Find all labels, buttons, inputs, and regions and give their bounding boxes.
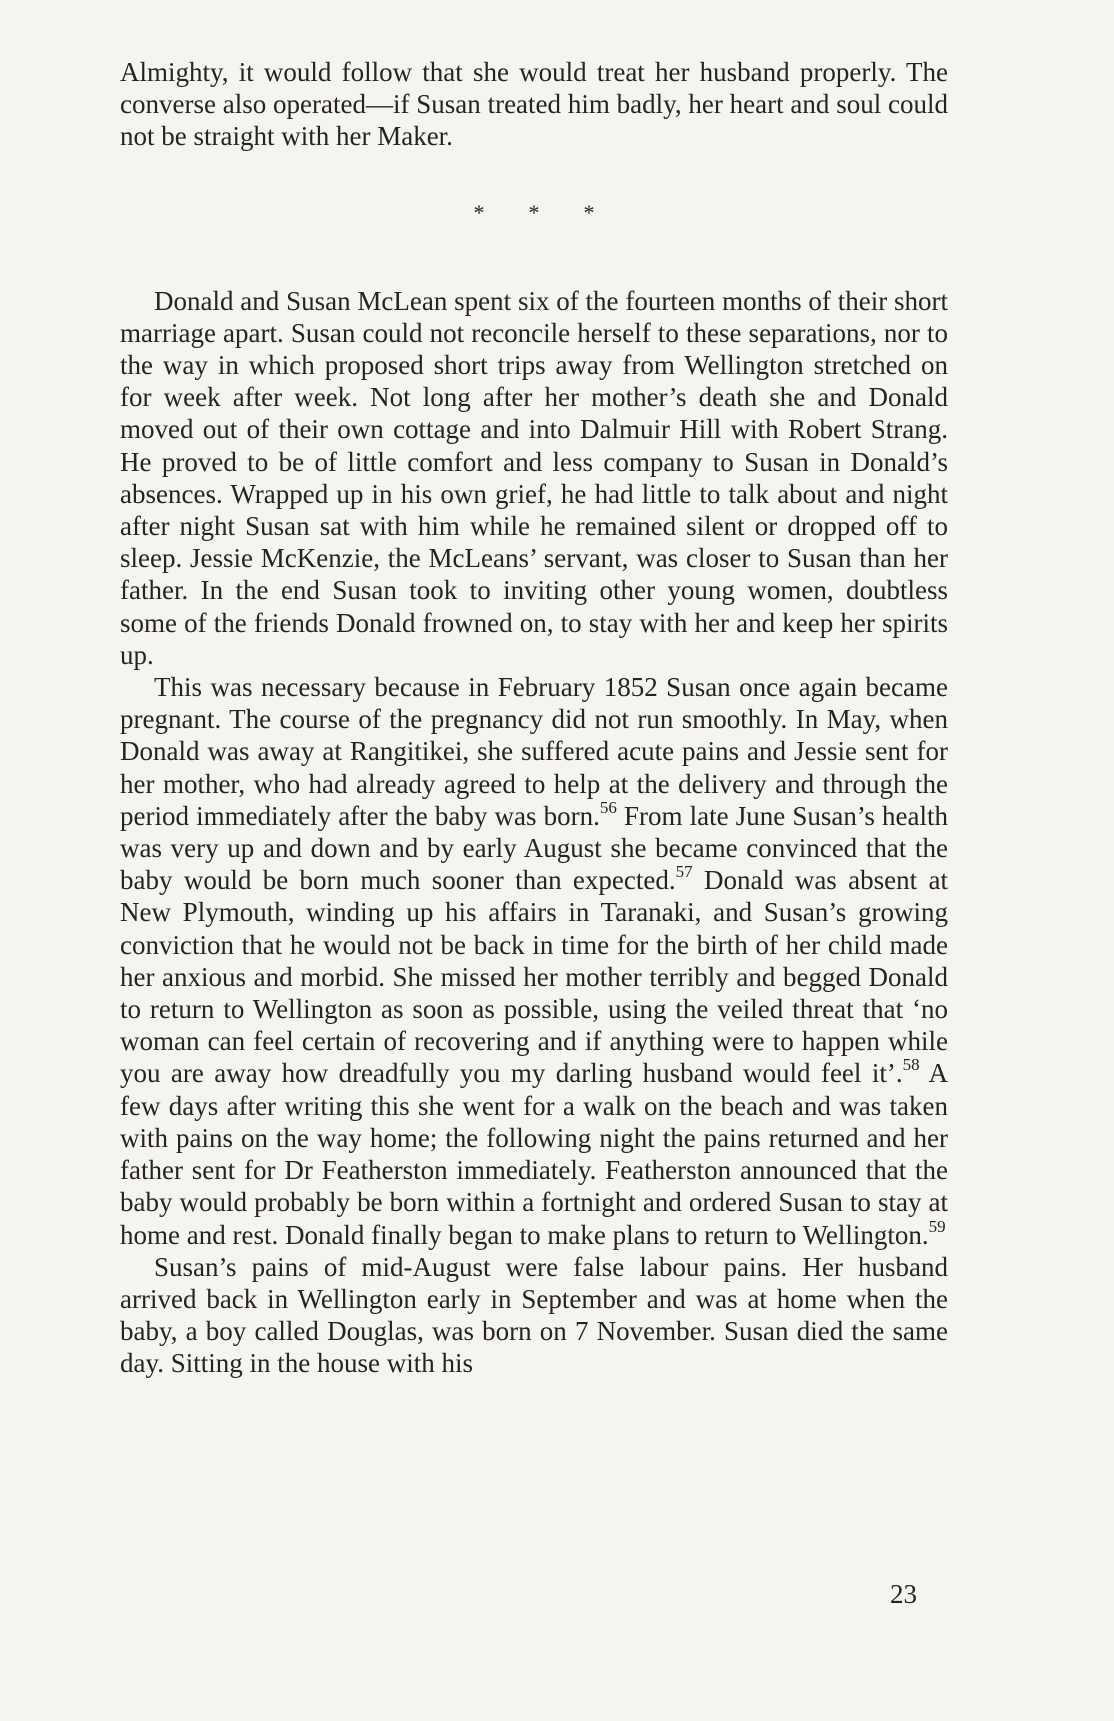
paragraph-4: [120, 1251, 948, 1380]
section-break: [120, 197, 948, 229]
text-run: Donald was absent at New Plymouth, winding up his affairs in Taranaki, and Susan’s growing conviction that he would not be back in time for the birth of her child made her anxious and morbid. She missed her mother terribly and begged Donald to return to Wellington as soon as possible, using the veiled threat that ‘no woman can feel certain of recovering and if anything were to happen while you are away how dreadfully you my darling husband would feel it’.: [120, 865, 948, 1089]
footnote-ref: 56: [599, 797, 617, 817]
paragraph-2: [120, 285, 948, 671]
footnote-ref: 59: [928, 1216, 946, 1236]
text-run: A few days after writing this she went for a walk on the beach and was taken with pains on the way home; the following night the pains returned and her father sent for Dr Featherston immediately. Featherston announced that the baby would probably be born within a fortnight and ordered Susan to stay at home and rest. Donald finally began to make plans to return to Wellington.: [120, 1058, 948, 1250]
section-break-star: *: [528, 199, 540, 225]
section-break-star: *: [583, 199, 595, 225]
text-run: Susan’s pains of mid-August were false labour pains. Her husband arrived back in Wellington early in September and was at home when the baby, a boy called Douglas, was born on 7 November. Susan died the same day. Sitting in the house with his: [120, 1251, 948, 1379]
section-break-star: *: [473, 199, 485, 225]
page-number: 23: [890, 1579, 917, 1609]
text-run: From late June Susan’s health was very up and down and by early August she became convinced that the baby would be born much sooner than expected.: [120, 800, 948, 896]
paragraph-3: [120, 671, 948, 1251]
text-run: This was necessary because in February 1852 Susan once again became pregnant. The course of the pregnancy did not run smoothly. In May, when Donald was away at Rangitikei, she suffered acute pains and Jessie sent for her mother, who had already agreed to help at the delivery and through the period immediately after the baby was born.: [120, 672, 948, 831]
text-run: Almighty, it would follow that she would treat her husband properly. The converse also operated—if Susan treated him badly, her heart and soul could not be straight with her Maker.: [120, 57, 948, 152]
page-body: [120, 56, 948, 1380]
footnote-ref: 58: [902, 1055, 920, 1075]
text-run: Donald and Susan McLean spent six of the fourteen months of their short marriage apart. Susan could not reconcile herself to these separations, nor to the way in which proposed short trips away from Wellington stretched on for week after week. Not long after her mother’s death she and Donald moved out of their own cottage and into Dalmuir Hill with Robert Strang. He proved to be of little comfort and less company to Susan in Donald’s absences. Wrapped up in his own grief, he had little to talk about and night after night Susan sat with him while he remained silent or dropped off to sleep. Jessie McKenzie, the McLeans’ servant, was closer to Susan than her father. In the end Susan took to inviting other young women, doubtless some of the friends Donald frowned on, to stay with her and keep her spirits up.: [120, 285, 948, 670]
paragraph-1: [120, 56, 948, 153]
footnote-ref: 57: [675, 862, 693, 882]
